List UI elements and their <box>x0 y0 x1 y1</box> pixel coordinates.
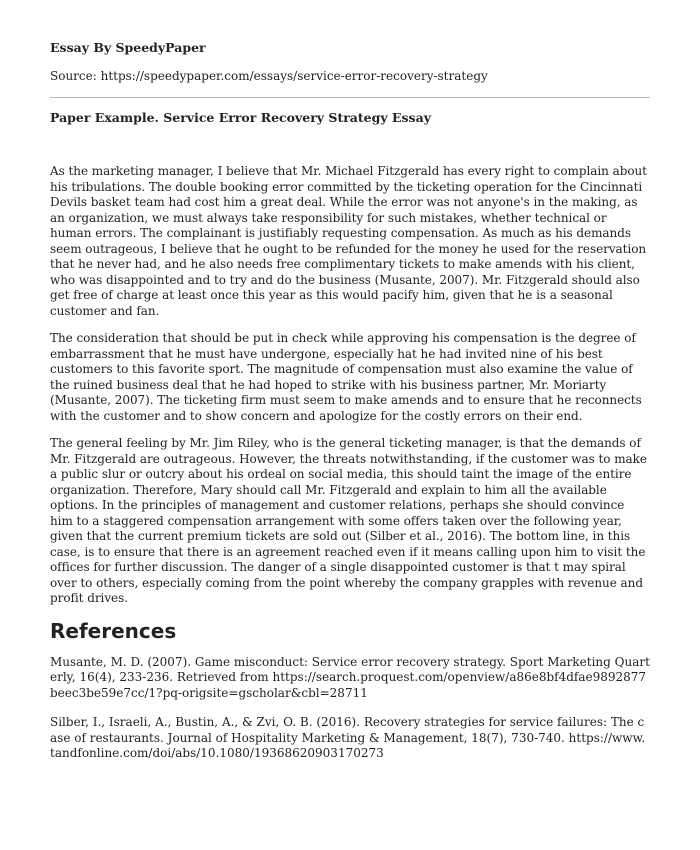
paragraph-3: The general feeling by Mr. Jim Riley, who is the general ticketing manager, is that the demands of Mr. Fitzgerald are outrageous. However, the threats notwithstanding, if the customer was to make a public slur or outcry about his ordeal on social media, this should taint the image of the entire organization. Therefore, Mary should call Mr. Fitzgerald and explain to him all the available options. In the principles of management and customer relations, perhaps she should convince him to a staggered compensation arrangement with some offers taken over the following year, given that the current premium tickets are sold out (Silber et al., 2016). The bottom line, in this case, is to ensure that there is an agreement reached even if it means calling upon him to visit the offices for further discussion. The danger of a single disappointed customer is that t may spiral over to others, especially coming from the point whereby the company grapples with revenue and profit drives. <box>50 436 647 605</box>
essay-body <box>50 164 650 607</box>
source-line: Source: https://speedypaper.com/essays/service-error-recovery-strategy <box>50 69 488 83</box>
document-title: Essay By SpeedyPaper <box>50 40 206 55</box>
document-page <box>50 40 650 776</box>
reference-item-1: Musante, M. D. (2007). Game misconduct: Service error recovery strategy. Sport Marketing Quarterly, 16(4), 233-236. Retrieved from https://search.proquest.com/openview/a86e8bf4dfae9892877beec3be59e7cc/1?pq-origsite=gscholar&cbl=28711 <box>50 654 650 700</box>
reference-item-2: Silber, I., Israeli, A., Bustin, A., & Zvi, O. B. (2016). Recovery strategies for service failures: The case of restaurants. Journal of Hospitality Marketing & Management, 18(7), 730-740. https://www.tandfonline.com/doi/abs/10.1080/19368620903170273 <box>50 715 646 760</box>
references-heading: References <box>50 618 177 643</box>
paper-heading: Paper Example. Service Error Recovery Strategy Essay <box>50 110 431 125</box>
divider <box>50 97 650 98</box>
paragraph-1: As the marketing manager, I believe that Mr. Michael Fitzgerald has every right to complain about his tribulations. The double booking error committed by the ticketing operation for the Cincinnati Devils basket team had cost him a great deal. While the error was not anyone's in the making, as an organization, we must always take responsibility for such mistakes, whether technical or human errors. The complainant is justifiably requesting compensation. As much as his demands seem outrageous, I believe that he ought to be refunded for the money he used for the reservation that he never had, and he also needs free complimentary tickets to make amends with his client, who was disappointed and to try and do the business (Musante, 2007). Mr. Fitzgerald should also get free of charge at least once this year as this would pacify him, given that he is a seasonal customer and fan. <box>50 164 647 318</box>
references-list <box>50 655 650 762</box>
paragraph-2: The consideration that should be put in check while approving his compensation is the degree of embarrassment that he must have undergone, especially hat he had invited nine of his best customers to this favorite sport. The magnitude of compensation must also examine the value of the ruined business deal that he had hoped to strike with his business partner, Mr. Moriarty (Musante, 2007). The ticketing firm must seem to make amends and to ensure that he reconnects with the customer and to show concern and apologize for the costly errors on their end. <box>50 331 642 423</box>
